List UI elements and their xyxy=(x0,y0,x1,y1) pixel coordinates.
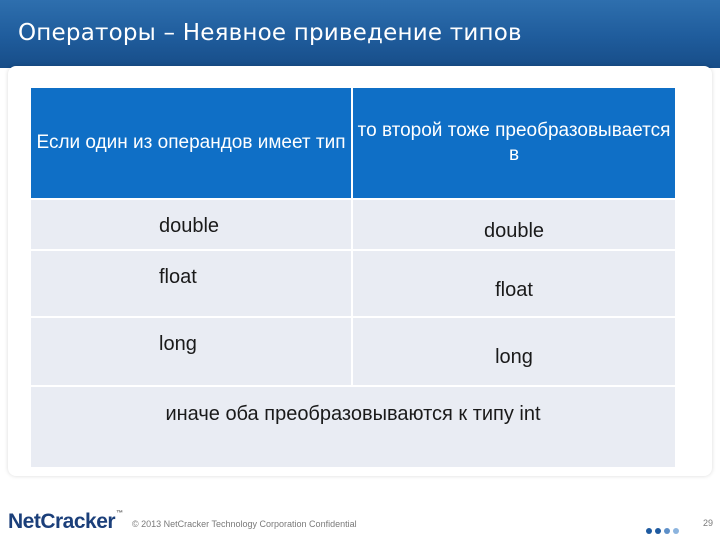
netcracker-logo: NetCracker™ xyxy=(8,510,123,533)
table-header-row xyxy=(31,88,675,199)
cell-text: double xyxy=(483,220,545,242)
table-row xyxy=(31,250,675,317)
table-cell xyxy=(31,317,352,386)
type-conversion-table xyxy=(31,88,675,467)
page-number: 29 xyxy=(703,518,714,528)
copyright-notice: © 2013 NetCracker Technology Corporation Confidential xyxy=(132,519,357,529)
dot-icon xyxy=(664,528,670,534)
column-header-operand-type: Если один из операндов имеет тип xyxy=(31,88,352,199)
table-cell xyxy=(31,199,352,250)
table-row xyxy=(31,199,675,250)
column-header-converted-type: то второй тоже преобразовывается в xyxy=(352,88,675,199)
table-cell xyxy=(31,250,352,317)
table-cell xyxy=(352,250,675,317)
cell-text: иначе оба преобразовываются к типу int xyxy=(165,403,541,425)
progress-dots xyxy=(646,521,682,539)
dot-icon xyxy=(673,528,679,534)
cell-text: float xyxy=(495,279,533,301)
cell-text: long xyxy=(159,333,197,355)
slide-header-bar xyxy=(0,0,720,68)
dot-icon xyxy=(646,528,652,534)
slide-title: Операторы – Неявное приведение типов xyxy=(18,20,522,46)
table-cell xyxy=(352,317,675,386)
table-row xyxy=(31,317,675,386)
cell-text: long xyxy=(495,346,533,368)
cell-text: double xyxy=(159,215,220,237)
trademark-mark: ™ xyxy=(116,510,123,517)
otherwise-int-note xyxy=(31,386,675,467)
cell-text: float xyxy=(159,266,197,288)
table-cell xyxy=(352,199,675,250)
dot-icon xyxy=(655,528,661,534)
table-footer-row xyxy=(31,386,675,467)
